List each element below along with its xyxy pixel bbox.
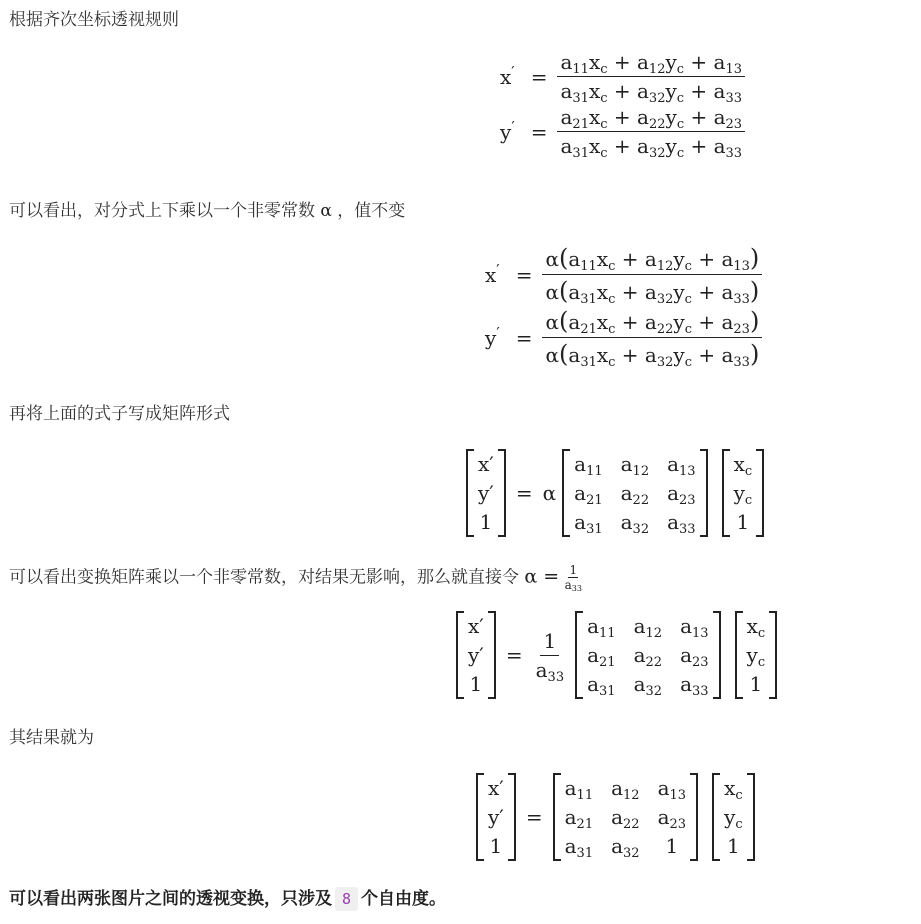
matrix-equation-result: x′ y′ 1 = $a_{11}$ $a_{12}$ $a_{13}$ $a_{21}$ $a_{22}$ $a_{23}$ $a_{31}$ $a_{32}$ 1 $x_c$ $y_c$ 1 — [476, 773, 755, 861]
fraction: $\frac{\alpha(a_{21}x_c + a_{22}y_c + a_{23})}{\alpha(a_{31}x_c + a_{32}y_c + a_{33})}$ — [542, 307, 762, 368]
rhs-vector: $x_c$ $y_c$ 1 — [735, 611, 778, 699]
equation-y-prime-alpha: y′ = $\frac{\alpha(a_{21}x_c + a_{22}y_c + a_{23})}{\alpha(a_{31}x_c + a_{32}y_c + a_{33})}$ — [485, 307, 762, 368]
transform-matrix: $a_{11}$ $a_{12}$ $a_{13}$ $a_{21}$ $a_{22}$ $a_{23}$ $a_{31}$ $a_{32}$ $a_{33}$ — [562, 449, 707, 537]
conclusion-text: 可以看出两张图片之间的透视变换，只涉及 8 个自由度。 — [9, 889, 447, 909]
fraction: $\frac{a_{11}x_c + a_{12}y_c + a_{13}}{a_{31}x_c + a_{32}y_c + a_{33}}$ — [557, 50, 745, 103]
equation-y-prime: y′ = $\frac{a_{21}x_c + a_{22}y_c + a_{23}}{a_{31}x_c + a_{32}y_c + a_{33}}$ — [500, 105, 745, 158]
scale-fraction: $\frac{1}{a_{33}}$ — [535, 628, 565, 685]
result-text: 其结果就为 — [9, 728, 94, 748]
inline-fraction: $\frac{1}{a_{33}}$ — [564, 563, 582, 593]
matrix-equation-normalized: x′ y′ 1 = $\frac{1}{a_{33}}$ $a_{11}$ $a_{12}$ $a_{13}$ $a_{21}$ $a_{22}$ $a_{23}$ $a_{31}$ $a_{32}$ $a_{33}$ $x_c$ $y_c$ 1 — [456, 611, 777, 699]
lhs-vector: x′ y′ 1 — [456, 611, 496, 699]
lhs-vector: x′ y′ 1 — [466, 449, 506, 537]
transform-matrix: $a_{11}$ $a_{12}$ $a_{13}$ $a_{21}$ $a_{22}$ $a_{23}$ $a_{31}$ $a_{32}$ 1 — [553, 773, 698, 861]
transform-matrix: $a_{11}$ $a_{12}$ $a_{13}$ $a_{21}$ $a_{22}$ $a_{23}$ $a_{31}$ $a_{32}$ $a_{33}$ — [575, 611, 720, 699]
equation-x-prime: x′ = $\frac{a_{11}x_c + a_{12}y_c + a_{13}}{a_{31}x_c + a_{32}y_c + a_{33}}$ — [500, 50, 745, 103]
equation-x-prime-alpha: x′ = $\frac{\alpha(a_{11}x_c + a_{12}y_c + a_{13})}{\alpha(a_{31}x_c + a_{32}y_c + a_{33})}$ — [485, 244, 762, 305]
rhs-vector: $x_c$ $y_c$ 1 — [722, 449, 765, 537]
matrix-form-text: 再将上面的式子写成矩阵形式 — [9, 404, 230, 424]
equation-block-1 — [500, 50, 745, 161]
equation-block-2 — [485, 244, 762, 368]
rhs-vector: $x_c$ $y_c$ 1 — [712, 773, 755, 861]
lhs-vector: x′ y′ 1 — [476, 773, 516, 861]
inline-code: 8 — [335, 887, 358, 911]
matrix-equation-alpha: x′ y′ 1 = α $a_{11}$ $a_{12}$ $a_{13}$ $a_{21}$ $a_{22}$ $a_{23}$ $a_{31}$ $a_{32}$ $a_{33}$ $x_c$ $y_c$ 1 — [466, 449, 764, 537]
nonzero-constant-text: 可以看出，对分式上下乘以一个非零常数 α ，值不变 — [9, 201, 406, 221]
normalize-text: 可以看出变换矩阵乘以一个非零常数，对结果无影响，那么就直接令 α = $\frac{1}{a_{33}}$ — [9, 563, 582, 593]
intro-text: 根据齐次坐标透视规则 — [9, 10, 179, 30]
fraction: $\frac{a_{21}x_c + a_{22}y_c + a_{23}}{a_{31}x_c + a_{32}y_c + a_{33}}$ — [557, 105, 745, 158]
fraction: $\frac{\alpha(a_{11}x_c + a_{12}y_c + a_{13})}{\alpha(a_{31}x_c + a_{32}y_c + a_{33})}$ — [542, 244, 762, 305]
